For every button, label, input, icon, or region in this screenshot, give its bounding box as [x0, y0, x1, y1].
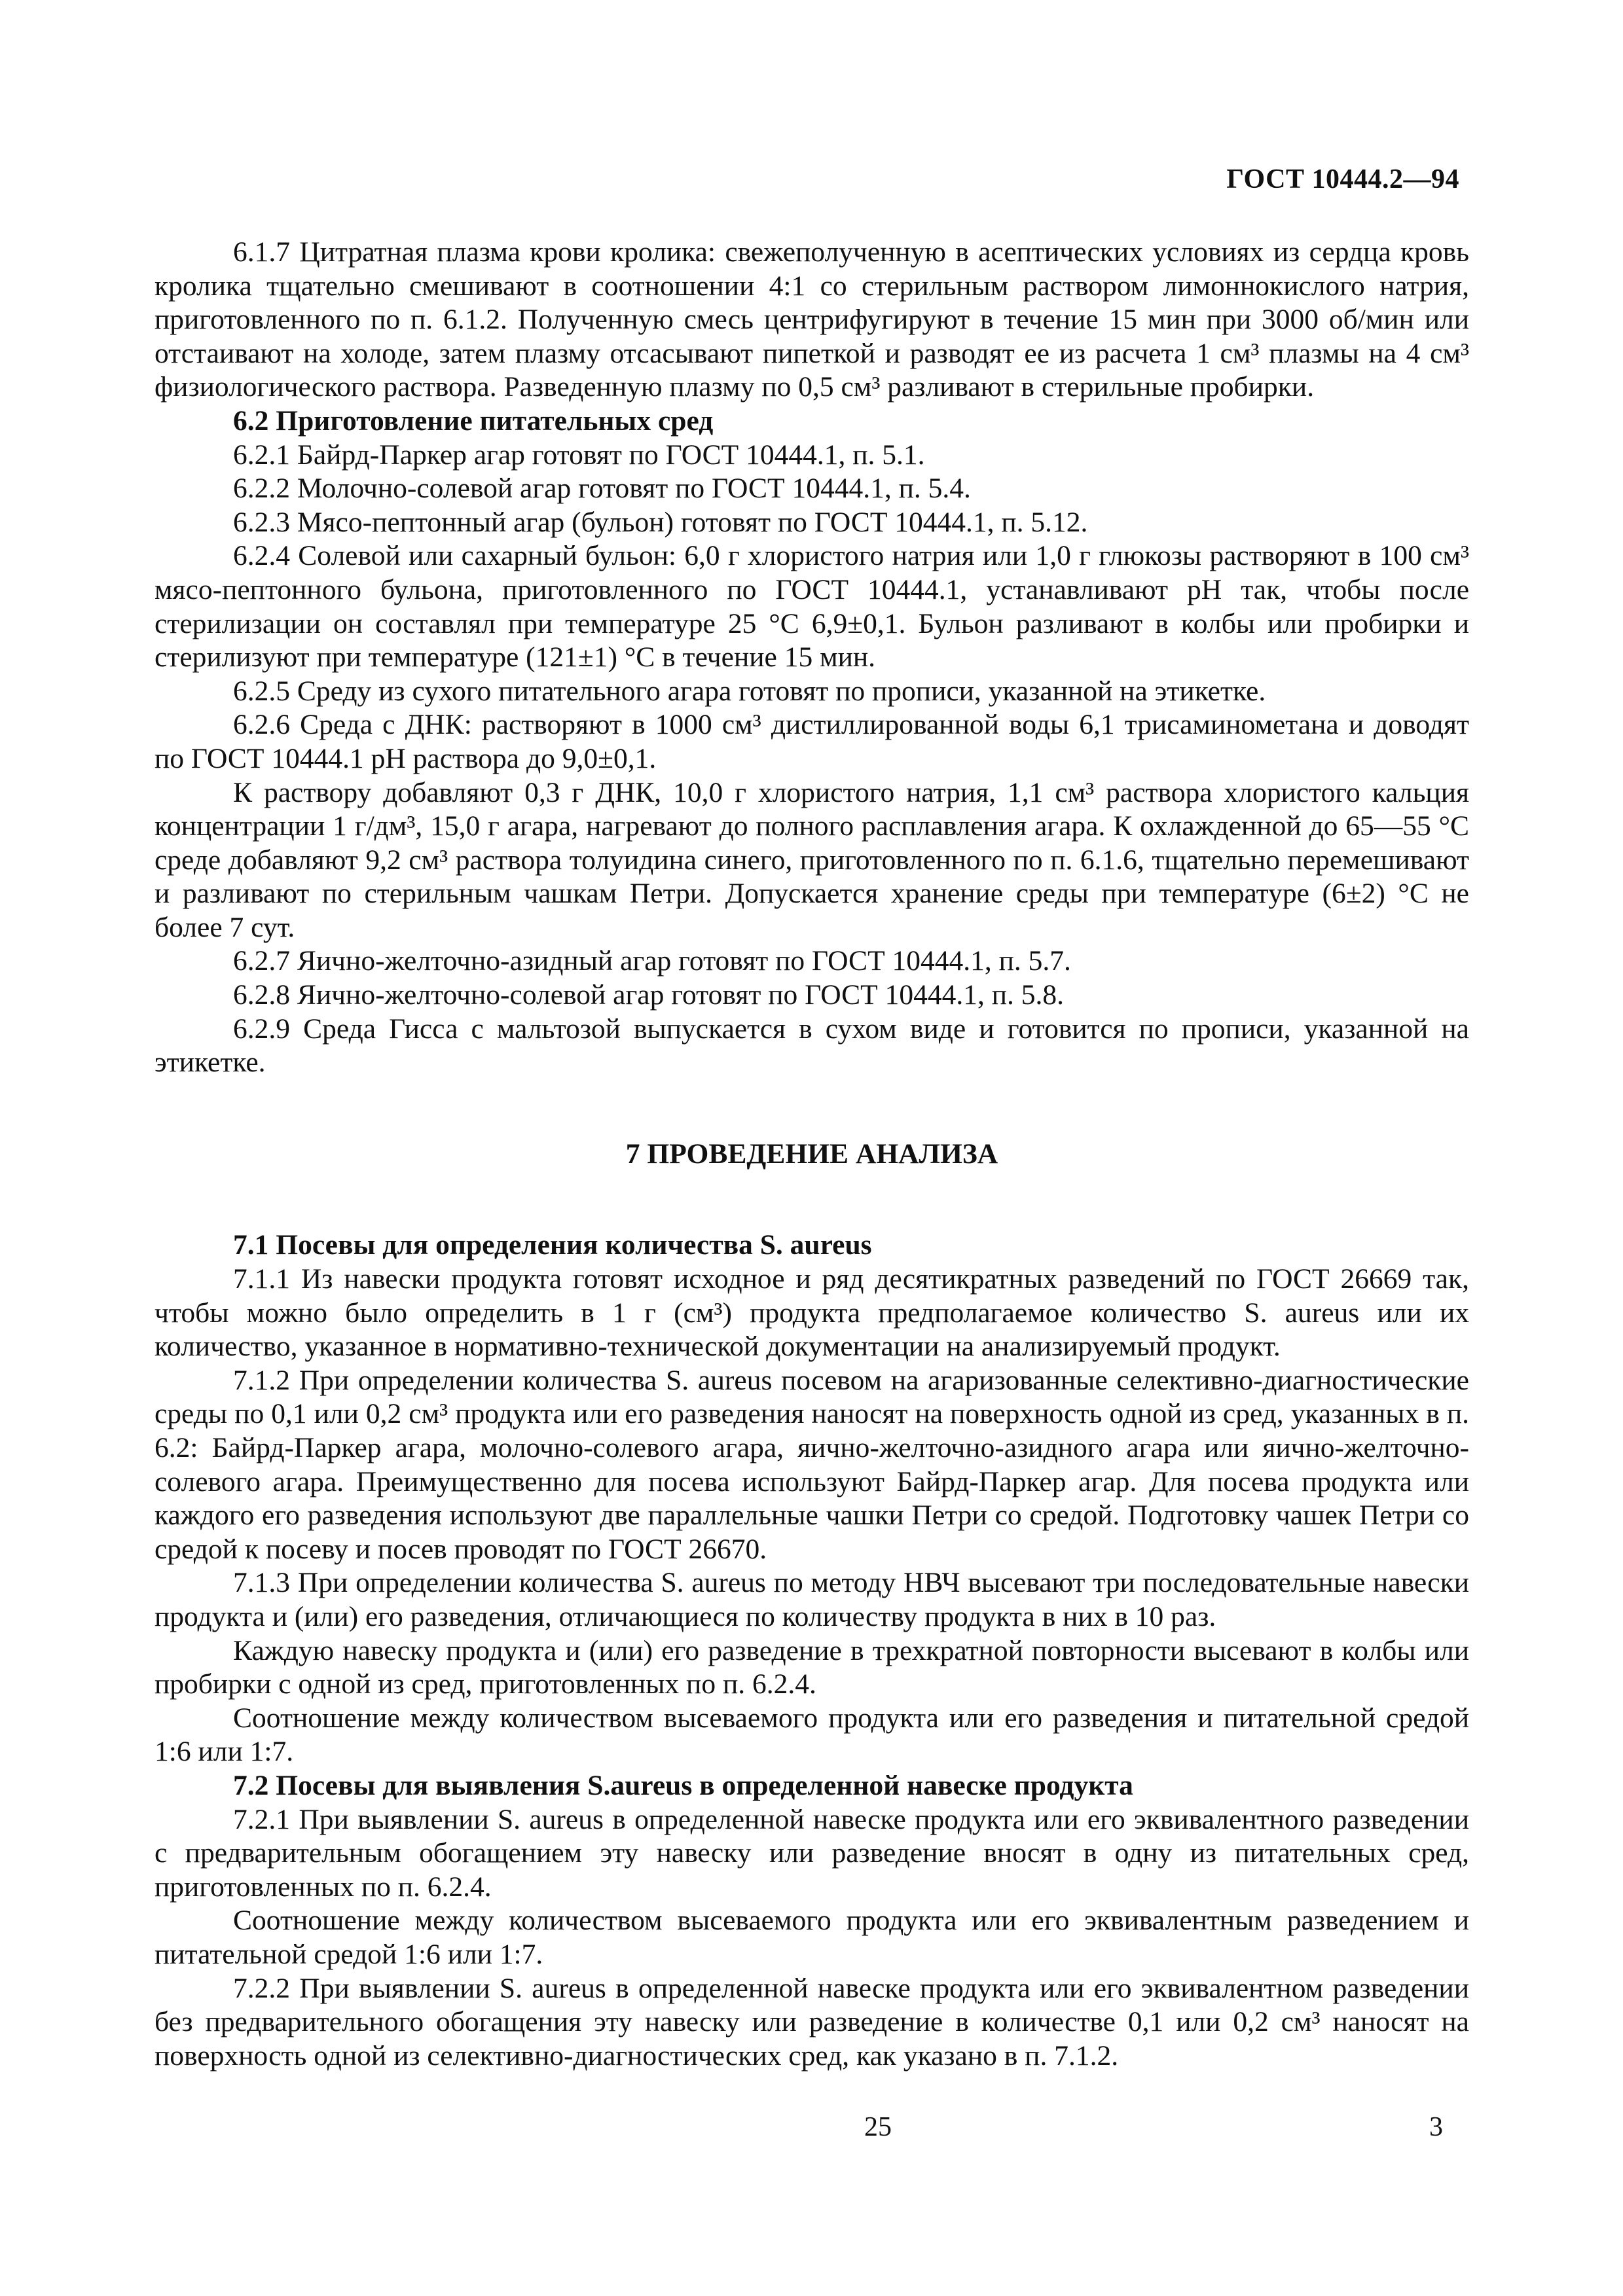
section-7-2-title: 7.2 Посевы для выявления S.aureus в определенной навеске продукта — [233, 1769, 1133, 1801]
document-body — [155, 236, 1469, 2073]
paragraph-6-2-5: 6.2.5 Среду из сухого питательного агара готовят по прописи, указанной на этикетке. — [233, 675, 1266, 707]
paragraph-6-2-4: 6.2.4 Солевой или сахарный бульон: 6,0 г хлористого натрия или 1,0 г глюкозы растворяют в 100 см³ мясо-пептонного бульона, приготовленного по ГОСТ 10444.1, устанавливают pH так, чтобы после стерилизации он составлял при температуре 25 °С 6,9±0,1. Бульон разливают в колбы или пробирки и стерилизуют при температуре (121±1) °С в течение 15 мин. — [155, 540, 1469, 673]
paragraph-6-2-3: 6.2.3 Мясо-пептонный агар (бульон) готовят по ГОСТ 10444.1, п. 5.12. — [233, 506, 1088, 538]
paragraph-7-1-3-cont-1: Каждую навеску продукта и (или) его разведение в трехкратной повторности высевают в колбы или пробирки с одной из сред, приготовленных по п. 6.2.4. — [155, 1634, 1469, 1700]
paragraph-7-1-3: 7.1.3 При определении количества S. aureus по методу НВЧ высевают три последовательные навески продукта и (или) его разведения, отличающиеся по количеству продукта в них в 10 раз. — [155, 1567, 1469, 1632]
paragraph-6-2-8: 6.2.8 Яично-желточно-солевой агар готовят по ГОСТ 10444.1, п. 5.8. — [233, 979, 1064, 1011]
paragraph-7-2-1: 7.2.1 При выявлении S. aureus в определенной навеске продукта или его эквивалентного разведении с предварительным обогащением эту навеску или разведение вносят в одну из питательных сред, приготовленных по п. 6.2.4. — [155, 1803, 1469, 1903]
paragraph-6-2-6: 6.2.6 Среда с ДНК: растворяют в 1000 см³ дистиллированной воды 6,1 трисаминометана и доводят по ГОСТ 10444.1 pH раствора до 9,0±0,1. — [155, 709, 1469, 774]
paragraph-6-2-9: 6.2.9 Среда Гисса с мальтозой выпускается в сухом виде и готовится по прописи, указанной на этикетке. — [155, 1013, 1469, 1079]
paragraph-7-2-1-cont: Соотношение между количеством высеваемого продукта или его эквивалентным разведением и питательной средой 1:6 или 1:7. — [155, 1905, 1469, 1970]
paragraph-7-1-1: 7.1.1 Из навески продукта готовят исходное и ряд десятикратных разведений по ГОСТ 26669 так, чтобы можно было определить в 1 г (см³) продукта предполагаемое количество S. aureus или их количество, указанное в нормативно-технической документации на анализируемый продукт. — [155, 1263, 1469, 1363]
document-id-header: ГОСТ 10444.2—94 — [1226, 164, 1459, 194]
paragraph-7-1-2: 7.1.2 При определении количества S. aureus посевом на агаризованные селективно-диагностические среды по 0,1 или 0,2 см³ продукта или его разведения наносят на поверхность одной из сред, указанных в п. 6.2: Байрд-Паркер агара, молочно-солевого агара, яично-желточно-азидного агара или яично-желточно-солевого агара. Преимущественно для посева используют Байрд-Паркер агар. Для посева продукта или каждого его разведения используют две параллельные чашки Петри со средой. Подготовку чашек Петри со средой к посеву и посев проводят по ГОСТ 26670. — [155, 1364, 1469, 1565]
paragraph-6-2-7: 6.2.7 Яично-желточно-азидный агар готовят по ГОСТ 10444.1, п. 5.7. — [233, 945, 1071, 977]
paragraph-7-2-2: 7.2.2 При выявлении S. aureus в определенной навеске продукта или его эквивалентном разведении без предварительного обогащения эту навеску или разведение в количестве 0,1 или 0,2 см³ наносят на поверхность одной из селективно-диагностических сред, как указано в п. 7.1.2. — [155, 1972, 1469, 2072]
paragraph-6-2-2: 6.2.2 Молочно-солевой агар готовят по ГОСТ 10444.1, п. 5.4. — [233, 473, 971, 505]
paragraph-6-1-7: 6.1.7 Цитратная плазма крови кролика: свежеполученную в асептических условиях из сердца кровь кролика тщательно смешивают в соотношении 4:1 со стерильным раствором лимоннокислого натрия, приготовленного по п. 6.1.2. Полученную смесь центрифугируют в течение 15 мин при 3000 об/мин или отстаивают на холоде, затем плазму отсасывают пипеткой и разводят ее из расчета 1 см³ плазмы на 4 см³ физиологического раствора. Разведенную плазму по 0,5 см³ разливают в стерильные пробирки. — [155, 236, 1469, 403]
page-number: 25 — [864, 2112, 892, 2142]
paragraph-6-2-6-cont: К раствору добавляют 0,3 г ДНК, 10,0 г хлористого натрия, 1,1 см³ раствора хлористого кальция концентрации 1 г/дм³, 15,0 г агара, нагревают до полного расплавления агара. К охлажденной до 65—55 °С среде добавляют 9,2 см³ раствора толуидина синего, приготовленного по п. 6.1.6, тщательно перемешивают и разливают по стерильным чашкам Петри. Допускается хранение среды при температуре (6±2) °С не более 7 сут. — [155, 776, 1469, 943]
sheet-number: 3 — [1429, 2112, 1443, 2142]
section-6-2-title: 6.2 Приготовление питательных сред — [233, 404, 714, 437]
paragraph-7-1-3-cont-2: Соотношение между количеством высеваемого продукта или его разведения и питательной средой 1:6 или 1:7. — [155, 1702, 1469, 1768]
paragraph-6-2-1: 6.2.1 Байрд-Паркер агар готовят по ГОСТ 10444.1, п. 5.1. — [233, 439, 925, 471]
section-7-1-title: 7.1 Посевы для определения количества S. aureus — [233, 1229, 872, 1261]
section-7-title: 7 ПРОВЕДЕНИЕ АНАЛИЗА — [625, 1138, 998, 1170]
